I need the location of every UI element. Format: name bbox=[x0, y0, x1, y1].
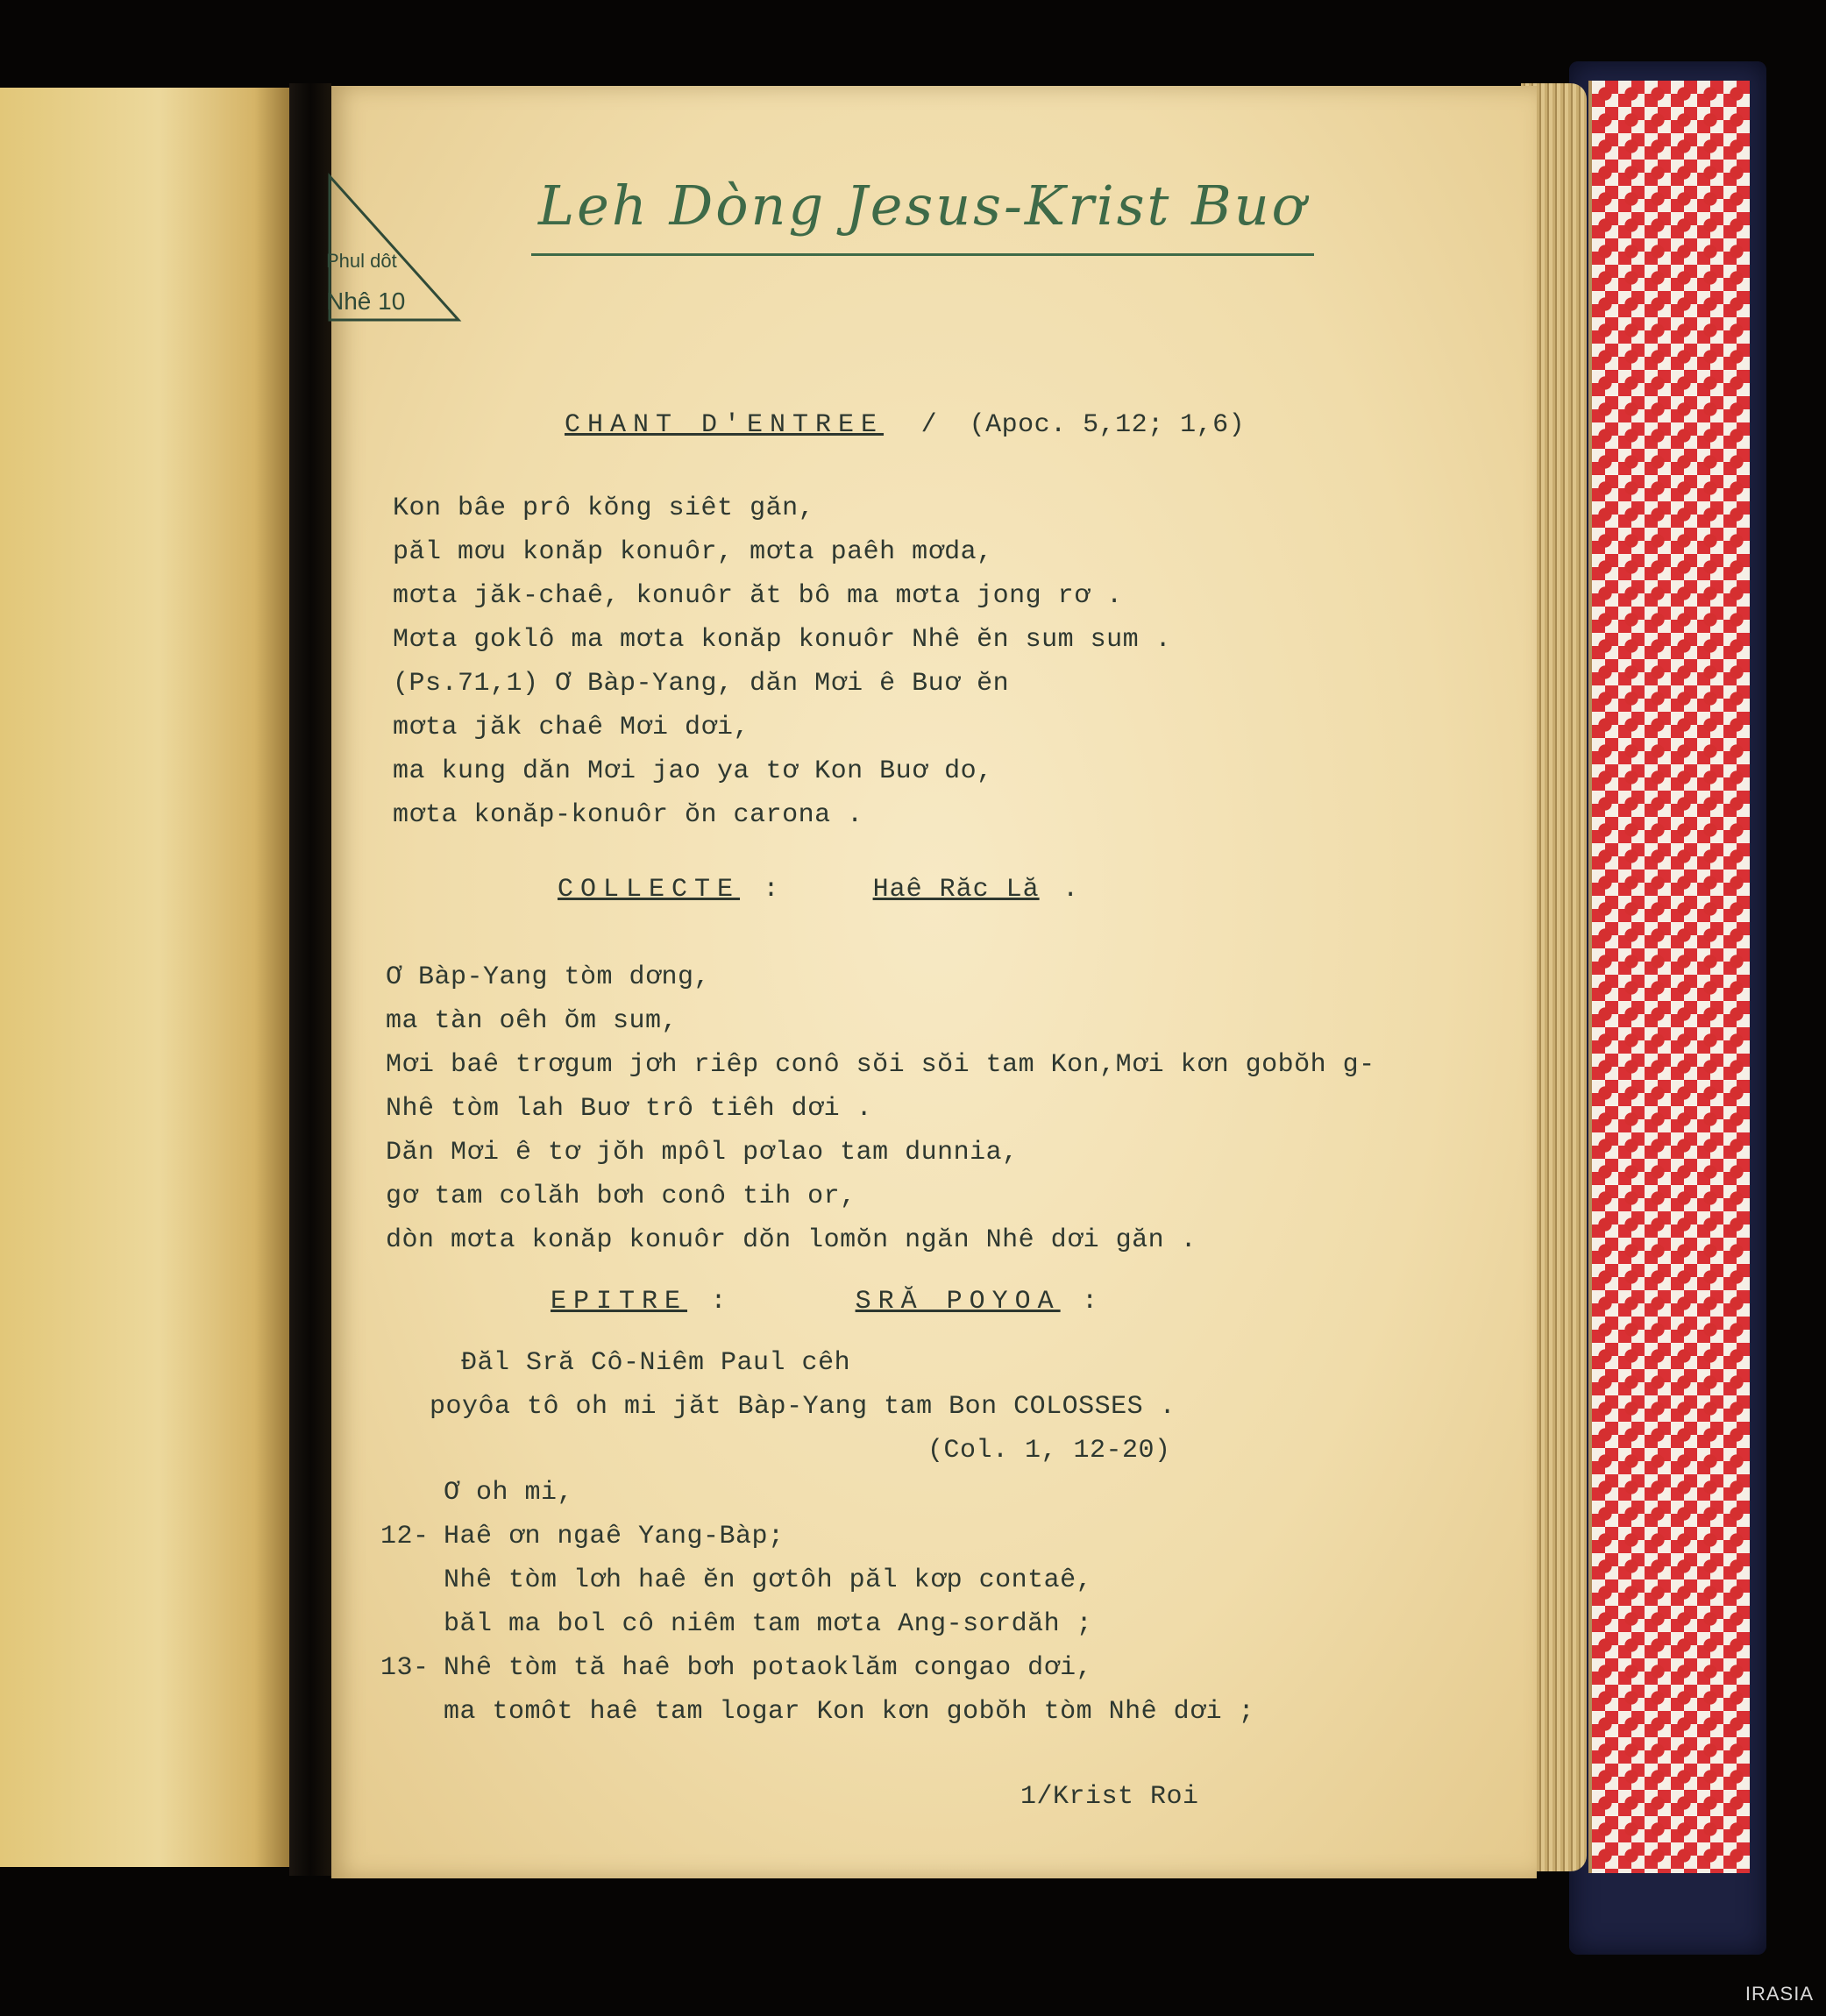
epitre-subheading: SRĂ POYOA bbox=[855, 1287, 1061, 1317]
chant-reference: (Apoc. 5,12; 1,6) bbox=[969, 410, 1246, 440]
chant-line: mơta jăk-chaê, konuôr ăt bô ma mơta jong rơ . bbox=[393, 581, 1123, 611]
catchword: 1/Krist Roi bbox=[1020, 1782, 1199, 1812]
collecte-line: Mơi baê trơgum jơh riêp conô sŏi sŏi tam Kon,Mơi kơn gobŏh g- bbox=[386, 1050, 1375, 1080]
chant-line: (Ps.71,1) Ơ Bàp-Yang, dăn Mơi ê Buơ ĕn bbox=[393, 669, 1010, 699]
book-gutter bbox=[289, 83, 331, 1876]
collecte-line: dòn mơta konăp konuôr dŏn lomŏn ngăn Nhê dơi găn . bbox=[386, 1225, 1197, 1255]
epitre-heading-row bbox=[551, 1287, 1098, 1317]
collecte-heading: COLLECTE bbox=[558, 875, 741, 905]
epitre-intro-line: Đăl Sră Cô-Niêm Paul cêh bbox=[461, 1348, 851, 1378]
epitre-heading: EPITRE bbox=[551, 1287, 688, 1317]
watermark: IRASIA bbox=[1744, 1983, 1814, 2005]
chant-line: Mơta goklô ma mơta konăp konuôr Nhê ĕn sum sum . bbox=[393, 625, 1172, 655]
chant-heading: CHANT D'ENTREE bbox=[565, 410, 885, 440]
collecte-subheading: Haê Răc Lă bbox=[872, 875, 1040, 905]
verse-text: ma tomôt haê tam logar Kon kơn gobŏh tòm Nhê dơi ; bbox=[444, 1697, 1255, 1727]
verse-text: băl ma bol cô niêm tam mơta Ang-sordăh ; bbox=[444, 1609, 1093, 1639]
collecte-line: Nhê tòm lah Buơ trô tiêh dơi . bbox=[386, 1094, 873, 1124]
collecte-line: Ơ Bàp-Yang tòm dơng, bbox=[386, 962, 711, 992]
verse-number: 13- bbox=[380, 1653, 430, 1683]
verse-text: Nhê tòm lơh haê ĕn gơtôh păl kơp contaê, bbox=[444, 1565, 1093, 1595]
epitre-intro-line: poyôa tô oh mi jăt Bàp-Yang tam Bon COLOSSES . bbox=[430, 1392, 1176, 1422]
chant-heading-row bbox=[565, 410, 1245, 440]
stamp-text-1: Phul dôt bbox=[326, 250, 397, 272]
stamp-text-2: Nhê 10 bbox=[326, 287, 406, 315]
epitre-colon: : bbox=[710, 1287, 728, 1317]
verse-text: Nhê tòm tă haê bơh potaoklăm congao dơi, bbox=[444, 1653, 1093, 1683]
verse-number: 12- bbox=[380, 1522, 430, 1551]
collecte-dot: . bbox=[1062, 875, 1079, 905]
verse-text: Haê ơn ngaê Yang-Bàp; bbox=[444, 1522, 785, 1551]
collecte-heading-row bbox=[558, 875, 1079, 905]
chant-line: mơta konăp-konuôr ŏn carona . bbox=[393, 800, 863, 830]
chant-line: mơta jăk chaê Mơi dơi, bbox=[393, 713, 750, 742]
collecte-colon: : bbox=[763, 875, 780, 905]
epitre-reference: (Col. 1, 12-20) bbox=[927, 1436, 1171, 1466]
chant-line: Kon bâe prô kŏng siêt găn, bbox=[393, 493, 815, 523]
collecte-line: ma tàn oêh ŏm sum, bbox=[386, 1006, 679, 1036]
chant-line: păl mơu konăp konuôr, mơta paêh mơda, bbox=[393, 537, 993, 567]
left-page bbox=[0, 88, 289, 1867]
chant-line: ma kung dăn Mơi jao ya tơ Kon Buơ do, bbox=[393, 756, 993, 786]
collecte-line: Dăn Mơi ê tơ jŏh mpôl pơlao tam dunnia, bbox=[386, 1138, 1019, 1168]
epitre-greeting: Ơ oh mi, bbox=[444, 1478, 574, 1508]
right-page bbox=[326, 86, 1537, 1878]
collecte-line: gơ tam colăh bơh conô tih or, bbox=[386, 1182, 856, 1211]
handwritten-title: Leh Dòng Jesus-Krist Buơ bbox=[531, 174, 1314, 256]
chant-separator: / bbox=[920, 410, 938, 440]
page-stamp bbox=[323, 169, 467, 331]
endpaper-pattern bbox=[1588, 81, 1750, 1873]
epitre-colon-2: : bbox=[1082, 1287, 1098, 1317]
